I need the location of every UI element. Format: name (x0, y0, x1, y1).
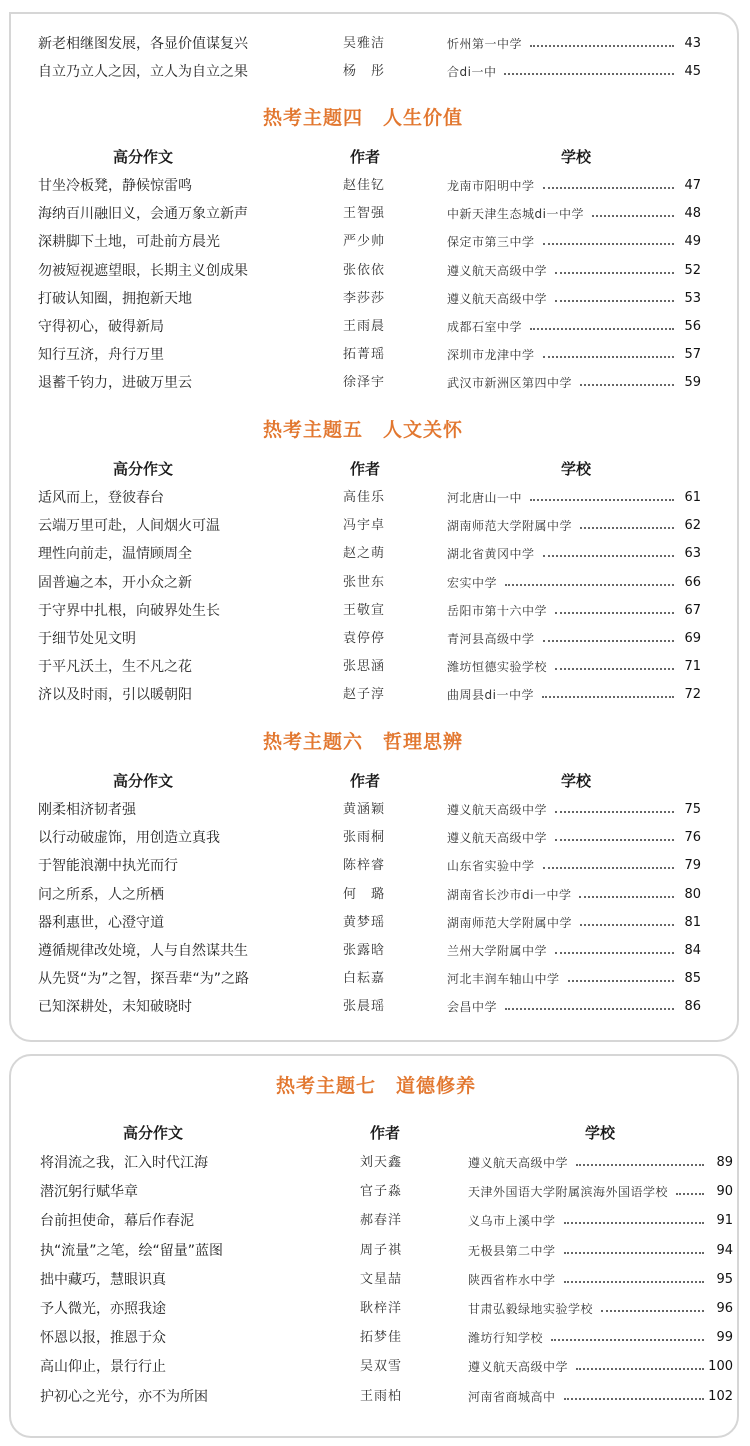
page-number: 99 (716, 1330, 733, 1346)
school-name: 无极县第二中学 (468, 1243, 556, 1258)
school-entry (447, 653, 680, 681)
essay-title: 于守界中扎根，向破界处生长 (38, 602, 220, 619)
essay-title: 打破认知圈，拥抱新天地 (38, 290, 192, 307)
page-number: 71 (684, 659, 701, 675)
author-name: 拓梦佳 (360, 1330, 403, 1346)
page-number: 45 (684, 64, 701, 80)
section-title: 热考主题六 哲理思辨 (263, 731, 464, 753)
dot-leader (505, 1008, 674, 1010)
school-name: 遵义航天高级中学 (447, 263, 548, 278)
school-name: 陕西省柞水中学 (468, 1272, 556, 1287)
school-name: 遵义航天高级中学 (447, 291, 548, 306)
toc-row (0, 965, 750, 993)
author-name: 郝春洋 (360, 1213, 403, 1229)
essay-title: 刚柔相济韧者强 (38, 802, 136, 818)
essay-title: 深耕脚下土地，可赴前方晨光 (38, 234, 220, 251)
author-name: 张雨桐 (343, 830, 386, 846)
school-entry (468, 1353, 710, 1381)
author-name: 高佳乐 (343, 490, 386, 505)
school-name: 成都石室中学 (447, 320, 523, 334)
essay-title: 于细节处见文明 (38, 631, 136, 647)
dot-leader (543, 187, 674, 189)
school-entry (447, 993, 680, 1021)
page-number: 59 (684, 375, 701, 391)
author-name: 耿梓洋 (360, 1301, 403, 1316)
toc-row (0, 909, 750, 937)
page-number: 95 (716, 1271, 733, 1287)
author-name: 黄梦瑶 (343, 914, 386, 930)
header-author: 作者 (349, 148, 380, 166)
column-header-row (0, 768, 750, 796)
toc-row (0, 200, 750, 228)
toc-row (0, 1149, 750, 1177)
author-name: 李莎莎 (343, 290, 386, 306)
toc-row (0, 1207, 750, 1235)
school-name: 青河县高级中学 (447, 632, 535, 646)
dot-leader (530, 499, 674, 501)
school-entry (447, 569, 680, 597)
dot-leader (543, 640, 674, 642)
page-number: 52 (684, 262, 701, 278)
essay-title: 守得初心，破得新局 (38, 319, 164, 335)
school-entry (447, 58, 680, 86)
school-name: 武汉市新洲区第四中学 (447, 376, 573, 391)
dot-leader (543, 867, 674, 869)
column-header-row (0, 1120, 750, 1148)
toc-row (0, 824, 750, 852)
header-essay: 高分作文 (112, 148, 173, 166)
essay-title: 固普遍之本，开小众之新 (38, 574, 192, 591)
essay-title: 予人微光，亦照我途 (40, 1301, 166, 1317)
toc-row (0, 285, 750, 313)
author-name: 王雨晨 (343, 319, 386, 334)
essay-title: 以行动破虚饰，用创造立真我 (38, 830, 220, 847)
school-entry (447, 200, 680, 228)
column-header-row (0, 144, 750, 172)
dot-leader (505, 584, 674, 586)
essay-title: 于智能浪潮中执光而行 (38, 858, 178, 875)
essay-title: 海纳百川融旧义，会通万象立新声 (38, 206, 248, 223)
essay-title: 遵循规律改处境，人与自然谋共生 (38, 943, 248, 959)
dot-leader (555, 300, 674, 302)
author-name: 赵佳钇 (343, 178, 386, 193)
school-entry (447, 965, 680, 993)
school-name: 会昌中学 (447, 1000, 498, 1015)
school-entry (468, 1266, 710, 1294)
toc-row (0, 681, 750, 709)
school-name: 湖南省长沙市di一中学 (447, 887, 572, 902)
dot-leader (601, 1310, 704, 1312)
dot-leader (555, 272, 674, 274)
school-name: 湖北省黄冈中学 (447, 547, 535, 562)
page-number: 79 (684, 858, 701, 874)
header-school: 学校 (560, 772, 591, 790)
school-entry (468, 1207, 710, 1235)
author-name: 赵之萌 (343, 546, 386, 562)
author-name: 何 璐 (343, 886, 386, 902)
school-name: 河北唐山一中 (447, 491, 523, 505)
school-name: 潍坊行知学校 (468, 1331, 544, 1346)
author-name: 周子祺 (360, 1242, 403, 1258)
author-name: 张世东 (343, 574, 386, 590)
page-number: 43 (684, 36, 701, 51)
dot-leader (555, 952, 674, 954)
dot-leader (530, 328, 674, 330)
essay-title: 勿被短视遮望眼，长期主义创成果 (38, 262, 248, 279)
dot-leader (576, 1164, 704, 1166)
school-entry (468, 1295, 710, 1323)
author-name: 袁停停 (343, 631, 386, 646)
toc-row (0, 852, 750, 880)
essay-title: 甘坐冷板凳，静候惊雷鸣 (38, 178, 192, 194)
school-name: 岳阳市第十六中学 (447, 603, 548, 618)
author-name: 徐泽宇 (343, 375, 386, 391)
school-entry (447, 369, 680, 397)
author-name: 王智强 (343, 206, 386, 222)
toc-row (0, 540, 750, 568)
school-entry (468, 1237, 710, 1265)
page-number: 94 (716, 1242, 733, 1258)
page-number: 86 (684, 999, 701, 1015)
toc-row (0, 1295, 750, 1323)
author-name: 王敬宣 (343, 602, 386, 618)
dot-leader (555, 811, 674, 813)
page-number: 57 (684, 347, 701, 363)
essay-title: 适风而上，登彼春台 (38, 490, 164, 506)
dot-leader (580, 384, 674, 386)
dot-leader (543, 243, 674, 245)
header-school: 学校 (560, 460, 591, 478)
toc-row (0, 257, 750, 285)
page-number: 49 (684, 234, 701, 250)
header-school: 学校 (584, 1124, 615, 1142)
school-name: 甘肃弘毅绿地实验学校 (468, 1302, 594, 1316)
dot-leader (592, 215, 674, 217)
author-name: 吴双雪 (360, 1359, 403, 1375)
page-number: 81 (684, 914, 701, 930)
toc-row (0, 1324, 750, 1352)
dot-leader (564, 1281, 704, 1283)
author-name: 拓菁瑶 (343, 347, 386, 363)
toc-row (0, 796, 750, 824)
page-number: 53 (684, 290, 701, 306)
essay-title: 问之所系，人之所栖 (38, 886, 164, 903)
school-entry (447, 909, 680, 937)
dot-leader (576, 1368, 704, 1370)
school-entry (447, 30, 680, 58)
author-name: 赵子淳 (343, 687, 386, 703)
page-number: 72 (684, 687, 701, 703)
toc-row (0, 1383, 750, 1411)
header-school: 学校 (560, 148, 591, 166)
author-name: 刘天鑫 (360, 1155, 403, 1170)
page-number: 48 (684, 206, 701, 222)
dot-leader (564, 1222, 704, 1224)
essay-title: 理性向前走，温情顾周全 (38, 546, 192, 563)
toc-row (0, 30, 750, 58)
author-name: 吴雅洁 (343, 36, 386, 51)
school-name: 天津外国语大学附属滨海外国语学校 (468, 1185, 669, 1200)
school-entry (447, 625, 680, 653)
toc-row (0, 1353, 750, 1381)
school-entry (468, 1324, 710, 1352)
page-number: 69 (684, 631, 701, 646)
header-author: 作者 (369, 1124, 400, 1142)
toc-row (0, 597, 750, 625)
school-name: 潍坊恒德实验学校 (447, 660, 548, 675)
dot-leader (676, 1193, 704, 1195)
author-name: 冯宇卓 (343, 518, 386, 534)
school-name: 合di一中 (447, 65, 497, 80)
toc-row (0, 172, 750, 200)
school-name: 山东省实验中学 (447, 859, 535, 874)
dot-leader (504, 73, 674, 75)
school-entry (447, 852, 680, 880)
school-entry (468, 1383, 710, 1411)
essay-title: 将涓流之我，汇入时代江海 (40, 1155, 208, 1171)
essay-title: 护初心之光兮，亦不为所困 (40, 1388, 208, 1405)
essay-title: 新老相继图发展，各显价值谋复兴 (38, 36, 248, 52)
header-essay: 高分作文 (112, 460, 173, 478)
essay-title: 台前担使命，幕后作春泥 (40, 1213, 194, 1230)
school-entry (447, 824, 680, 852)
page-number: 84 (684, 943, 701, 958)
school-entry (468, 1178, 710, 1206)
toc-row (0, 1266, 750, 1294)
essay-title: 于平凡沃土，生不凡之花 (38, 659, 192, 676)
school-name: 遵义航天高级中学 (468, 1156, 569, 1170)
school-name: 湖南师范大学附属中学 (447, 915, 573, 930)
author-name: 杨 彤 (343, 64, 386, 80)
page-number: 90 (716, 1184, 733, 1200)
dot-leader (543, 555, 674, 557)
school-name: 河南省商城高中 (468, 1389, 556, 1404)
school-entry (447, 597, 680, 625)
page-number: 85 (684, 971, 701, 987)
page-number: 75 (684, 802, 701, 817)
school-entry (447, 172, 680, 200)
toc-row (0, 313, 750, 341)
dot-leader (568, 980, 674, 982)
school-entry (447, 796, 680, 824)
header-essay: 高分作文 (112, 772, 173, 790)
page-number: 61 (684, 490, 701, 505)
header-author: 作者 (349, 772, 380, 790)
page-number: 102 (708, 1388, 733, 1404)
essay-title: 自立乃立人之因，立人为自立之果 (38, 64, 248, 81)
essay-title: 怀恩以报，推恩于众 (40, 1330, 166, 1347)
author-name: 王雨柏 (360, 1388, 403, 1404)
author-name: 黄涵颖 (343, 802, 386, 817)
toc-row (0, 625, 750, 653)
toc-row (0, 937, 750, 965)
school-entry (447, 937, 680, 965)
dot-leader (579, 896, 674, 898)
school-name: 深圳市龙津中学 (447, 348, 535, 363)
dot-leader (555, 839, 674, 841)
page-number: 96 (716, 1301, 733, 1316)
toc-row (0, 881, 750, 909)
toc-row (0, 512, 750, 540)
toc-row (0, 569, 750, 597)
dot-leader (564, 1252, 704, 1254)
school-name: 中新天津生态城di一中学 (447, 207, 584, 222)
toc-row (0, 58, 750, 86)
dot-leader (530, 45, 674, 47)
header-author: 作者 (349, 460, 380, 478)
toc-row (0, 341, 750, 369)
author-name: 官子淼 (360, 1184, 403, 1200)
dot-leader (543, 356, 674, 358)
essay-title: 潜沉躬行赋华章 (40, 1184, 138, 1201)
dot-leader (564, 1398, 704, 1400)
school-entry (447, 257, 680, 285)
header-essay: 高分作文 (122, 1124, 183, 1142)
author-name: 张露晗 (343, 943, 386, 958)
page-number: 67 (684, 602, 701, 618)
author-name: 张思涵 (343, 659, 386, 675)
dot-leader (542, 696, 674, 698)
toc-row (0, 1237, 750, 1265)
page-number: 63 (684, 546, 701, 562)
toc-row (0, 1178, 750, 1206)
school-entry (447, 881, 680, 909)
section-title: 热考主题四 人生价值 (263, 107, 464, 129)
toc-row (0, 653, 750, 681)
essay-title: 济以及时雨，引以暖朝阳 (38, 687, 192, 704)
school-entry (447, 484, 680, 512)
school-name: 遵义航天高级中学 (468, 1360, 569, 1375)
essay-title: 高山仰止，景行行止 (40, 1359, 166, 1376)
page-number: 62 (684, 518, 701, 534)
section-title: 热考主题五 人文关怀 (263, 419, 464, 441)
school-name: 湖南师范大学附属中学 (447, 519, 573, 534)
school-name: 宏实中学 (447, 575, 498, 590)
school-name: 龙南市阳明中学 (447, 179, 535, 193)
essay-title: 器利惠世，心澄守道 (38, 914, 164, 931)
toc-row (0, 993, 750, 1021)
dot-leader (555, 668, 674, 670)
author-name: 严少帅 (343, 234, 386, 250)
essay-title: 知行互济，舟行万里 (38, 347, 164, 364)
column-header-row (0, 456, 750, 484)
school-entry (447, 681, 680, 709)
essay-title: 执“流量”之笔，绘“留量”蓝图 (40, 1242, 224, 1259)
school-entry (447, 341, 680, 369)
essay-title: 拙中藏巧，慧眼识真 (40, 1271, 166, 1288)
school-name: 曲周县di一中学 (447, 688, 534, 703)
school-entry (447, 228, 680, 256)
page-number: 91 (716, 1213, 733, 1229)
school-name: 保定市第三中学 (447, 235, 535, 250)
school-name: 兰州大学附属中学 (447, 944, 548, 958)
school-name: 河北丰润车轴山中学 (447, 972, 560, 987)
section-title: 热考主题七 道德修养 (276, 1075, 477, 1097)
school-entry (447, 313, 680, 341)
toc-row (0, 484, 750, 512)
essay-title: 云端万里可赴，人间烟火可温 (38, 518, 220, 535)
school-name: 义乌市上溪中学 (468, 1214, 556, 1229)
page-number: 76 (684, 830, 701, 846)
page-number: 89 (716, 1155, 733, 1170)
school-entry (468, 1149, 710, 1177)
essay-title: 已知深耕处，未知破晓时 (38, 999, 192, 1016)
page-number: 56 (684, 319, 701, 334)
school-entry (447, 540, 680, 568)
school-entry (447, 285, 680, 313)
school-name: 遵义航天高级中学 (447, 803, 548, 817)
author-name: 文星喆 (360, 1271, 403, 1287)
essay-title: 退蓄千钧力，进破万里云 (38, 375, 192, 392)
school-entry (447, 512, 680, 540)
author-name: 张依依 (343, 262, 386, 278)
toc-row (0, 369, 750, 397)
page-number: 66 (684, 574, 701, 590)
school-name: 遵义航天高级中学 (447, 831, 548, 846)
author-name: 白耘嘉 (343, 971, 386, 987)
school-name: 忻州第一中学 (447, 37, 523, 51)
author-name: 陈梓睿 (343, 858, 386, 874)
author-name: 张晨瑶 (343, 999, 386, 1015)
dot-leader (580, 924, 674, 926)
essay-title: 从先贤“为”之智，探吾辈“为”之路 (38, 971, 250, 988)
dot-leader (555, 612, 674, 614)
page-number: 100 (708, 1359, 733, 1375)
dot-leader (551, 1339, 704, 1341)
dot-leader (580, 527, 674, 529)
page-number: 47 (684, 178, 701, 193)
page-number: 80 (684, 886, 701, 902)
toc-row (0, 228, 750, 256)
